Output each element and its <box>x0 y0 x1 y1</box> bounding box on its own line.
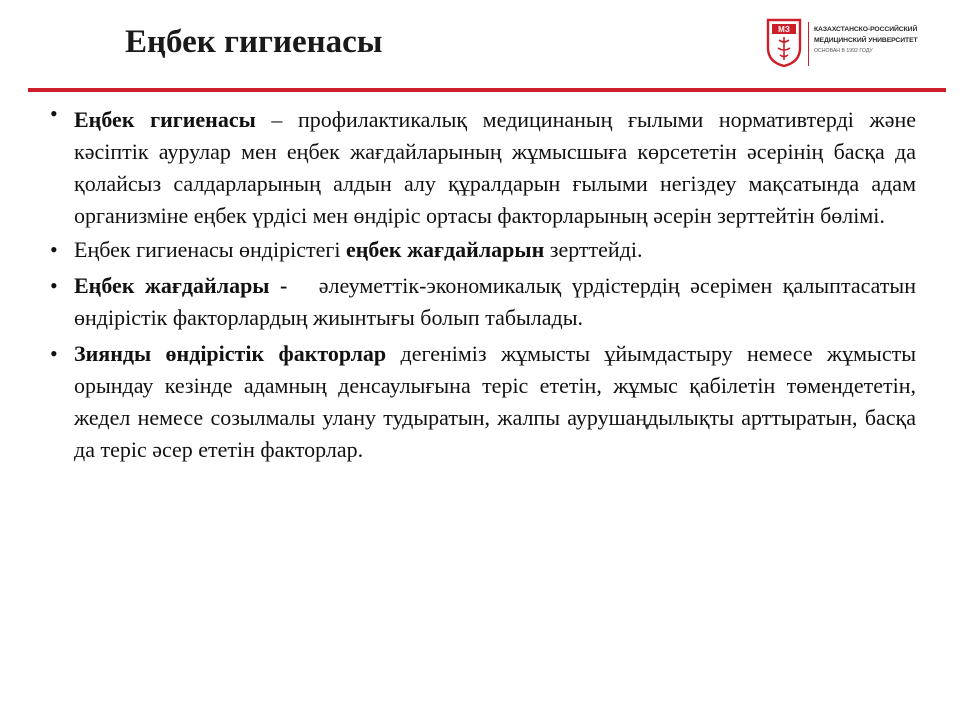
logo-line-1: КАЗАХСТАНСКО-РОССИЙСКИЙ <box>814 26 918 33</box>
logo-line-2: МЕДИЦИНСКИЙ УНИВЕРСИТЕТ <box>814 37 918 44</box>
bullet-2-text-a: Еңбек гигиенасы өндірістегі <box>74 237 346 262</box>
bullet-2-text-b: зерттейді. <box>544 237 643 262</box>
svg-text:МЗ: МЗ <box>778 25 790 35</box>
bullet-dot-icon: • <box>50 341 58 366</box>
university-emblem-icon <box>766 18 802 68</box>
bullet-dot-icon: • <box>50 237 58 262</box>
bullet-list <box>48 101 922 470</box>
title-underline-rule <box>28 88 946 92</box>
bullet-4-text: дегеніміз жұмысты ұйымдастыру немесе жұмысты орындау кезінде адамның денсаулығына теріс ететін, жұмыс қабілетін төмендететін, жедел немесе созылмалы улану тудыратын, жалпы аурушаңдылықты арттыратын, басқа да теріс әсер ететін факторлар. <box>74 341 922 462</box>
bullet-2-term: еңбек жағдайларын <box>345 237 545 262</box>
bullet-3-text: әлеуметтік-экономикалық үрдістердің әсерімен қалыптасатын өндірістік факторлардың жиынтығы болып табылады. <box>74 273 922 330</box>
bullet-item <box>48 234 916 266</box>
bullet-3-term: Еңбек жағдайлары - <box>74 273 288 298</box>
bullet-1-text: – профилактикалық медицинаның ғылыми нормативтерді және кәсіптік аурулар мен еңбек жағдайларының жұмысшыға көрсететін әсерінің басқа да қолайсыз салдарларының алдын алу құралдарын ғылыми негіздеу мақсатында адам организміне еңбек үрдісі мен өндіріс ортасы факторларының әсерін зерттейтін бөлімі. <box>74 107 922 228</box>
bullet-dot-icon: • <box>50 101 58 126</box>
bullet-item <box>48 270 922 334</box>
bullet-1-term: Еңбек гигиенасы <box>74 107 256 132</box>
bullet-4-term: Зиянды өндірістік факторлар <box>74 341 387 366</box>
logo-divider <box>808 22 809 66</box>
university-logo <box>766 16 936 70</box>
bullet-dot-icon: • <box>50 273 58 298</box>
bullet-item <box>48 101 922 232</box>
logo-line-3: ОСНОВАН В 1992 ГОДУ <box>814 48 873 54</box>
slide-title: Еңбек гигиенасы <box>125 24 383 60</box>
logo-text <box>814 24 939 57</box>
bullet-item <box>48 338 922 466</box>
